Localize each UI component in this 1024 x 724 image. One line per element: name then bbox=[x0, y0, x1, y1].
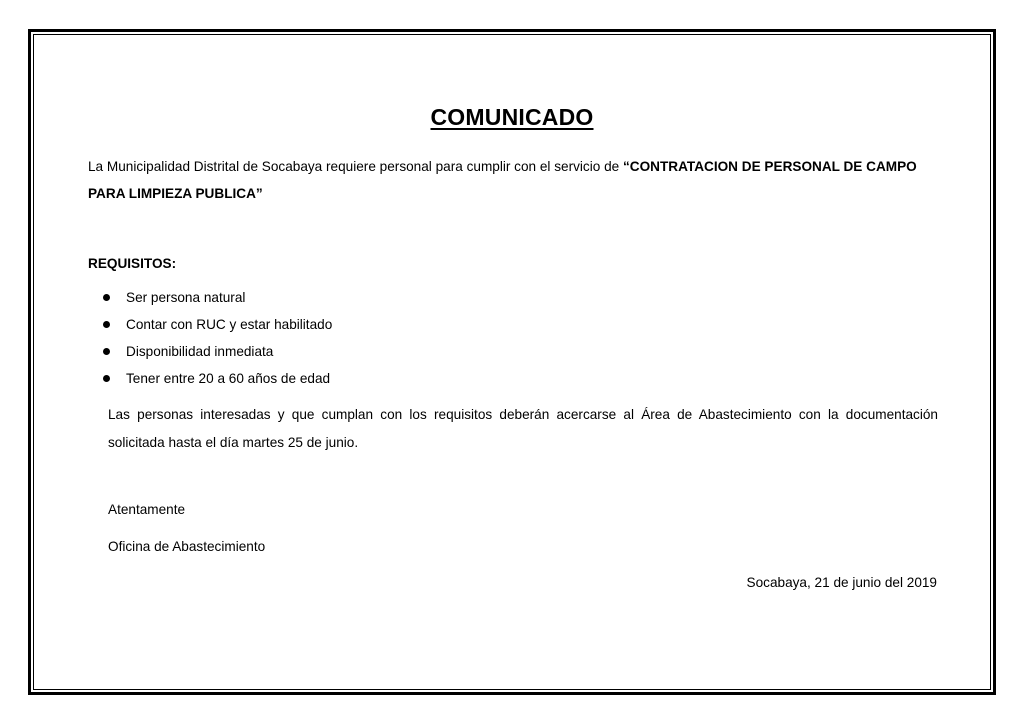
closing-line: Atentamente bbox=[108, 502, 186, 517]
bullet-icon bbox=[103, 321, 110, 328]
requirements-list bbox=[88, 284, 332, 392]
requirements-heading: REQUISITOS: bbox=[88, 256, 177, 271]
requirement-text: Tener entre 20 a 60 años de edad bbox=[126, 371, 331, 386]
list-item bbox=[88, 311, 332, 338]
list-item bbox=[88, 365, 332, 392]
bullet-icon bbox=[103, 294, 110, 301]
intro-text: La Municipalidad Distrital de Socabaya requiere personal para cumplir con el servicio de bbox=[88, 159, 623, 174]
service-name: “CONTRATACION DE PERSONAL DE CAMPO PARA LIMPIEZA PUBLICA” bbox=[88, 159, 917, 201]
document-title: COMUNICADO bbox=[430, 104, 594, 130]
requirement-text: Contar con RUC y estar habilitado bbox=[126, 317, 333, 332]
notice-paragraph: Las personas interesadas y que cumplan con los requisitos deberán acercarse al Área de Abastecimiento con la documentación solicitada hasta el día martes 25 de junio. bbox=[108, 407, 938, 450]
place-and-date: Socabaya, 21 de junio del 2019 bbox=[746, 575, 937, 590]
bullet-icon bbox=[103, 348, 110, 355]
bullet-icon bbox=[103, 375, 110, 382]
list-item bbox=[88, 284, 332, 311]
list-item bbox=[88, 338, 332, 365]
intro-paragraph bbox=[88, 153, 943, 207]
requirement-text: Disponibilidad inmediata bbox=[126, 344, 274, 359]
signing-office: Oficina de Abastecimiento bbox=[108, 539, 266, 554]
requirement-text: Ser persona natural bbox=[126, 290, 246, 305]
